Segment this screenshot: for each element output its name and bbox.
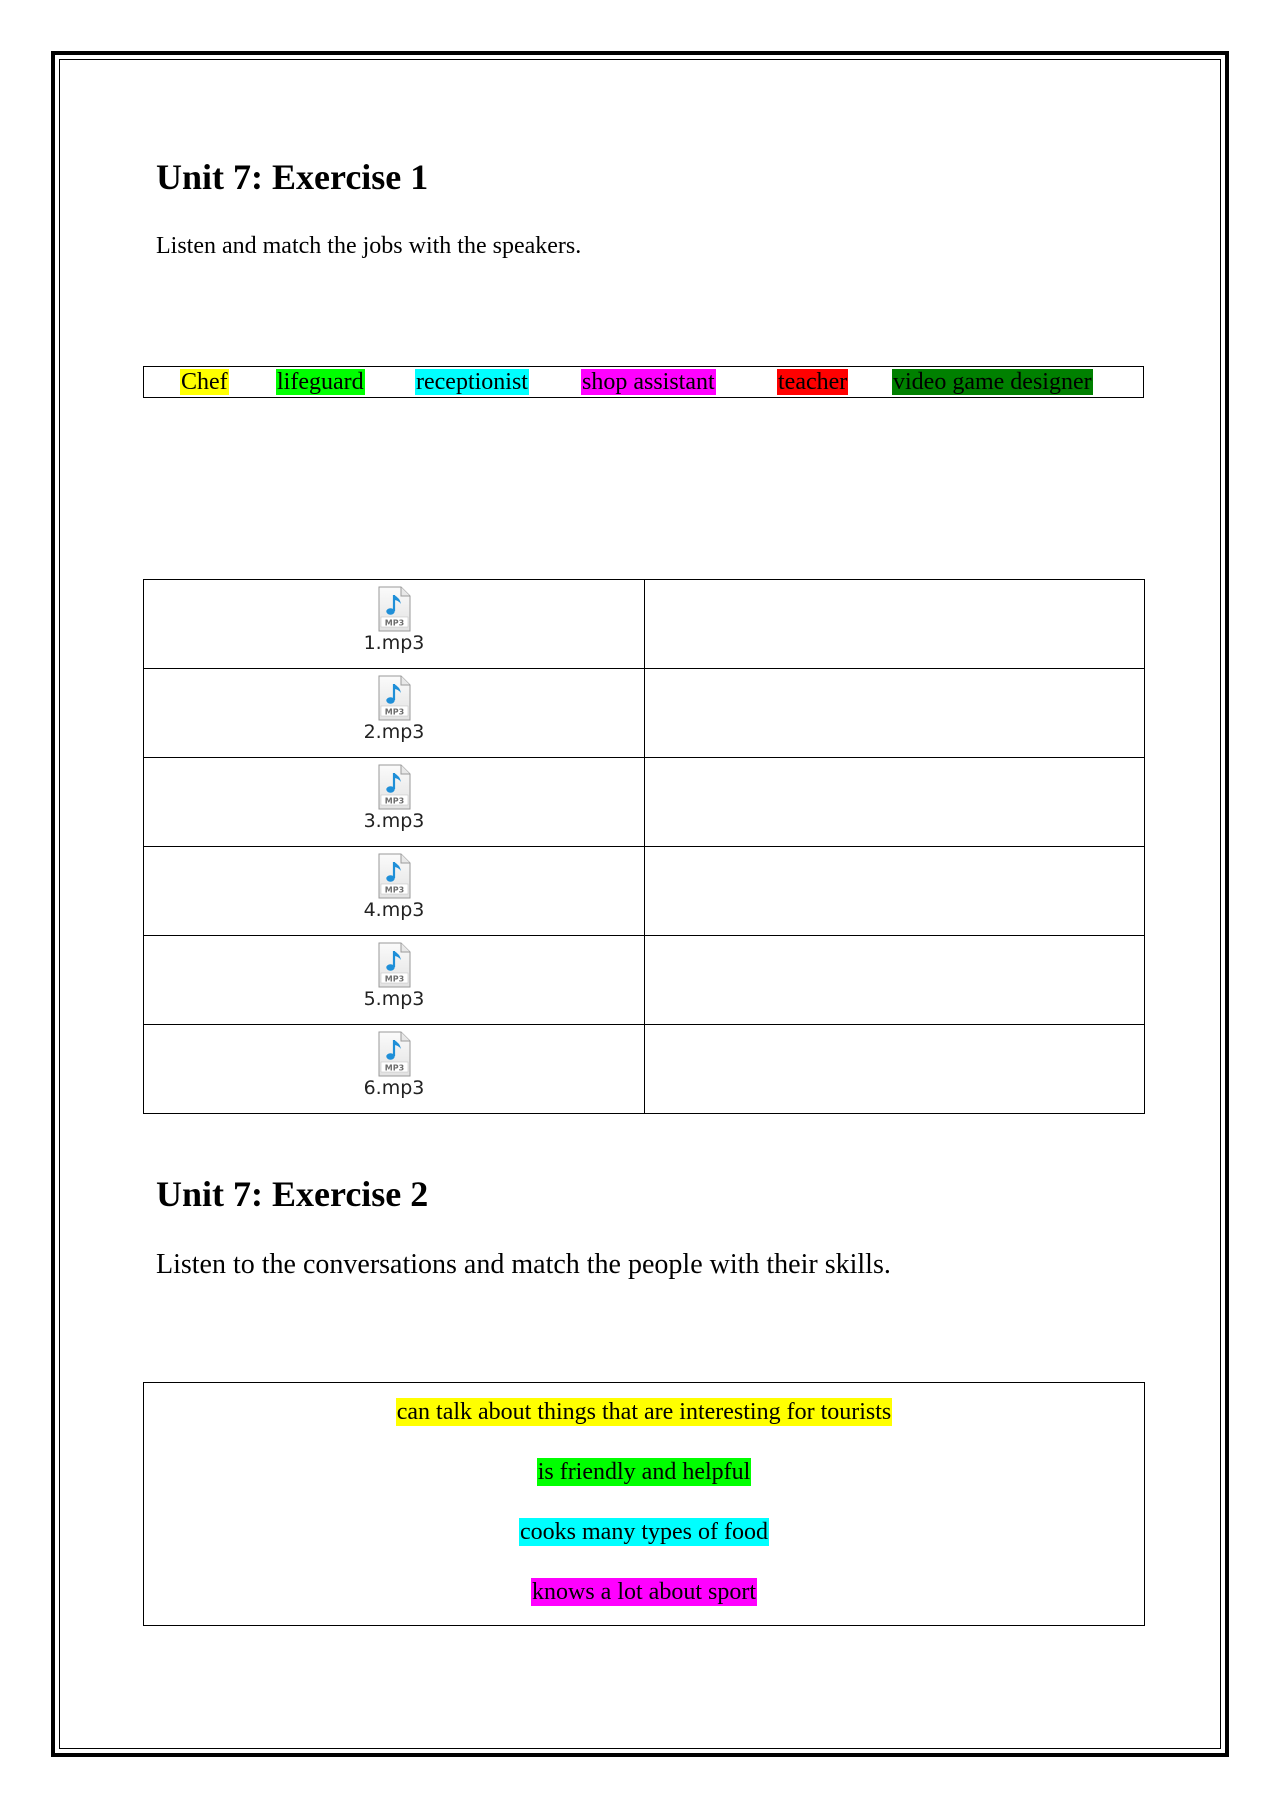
audio-cell	[144, 669, 645, 758]
mp3-icon-text: MP3	[384, 974, 405, 984]
answer-cell[interactable]	[645, 580, 1145, 669]
audio-file-name: 6.mp3	[363, 1077, 425, 1099]
audio-row	[144, 847, 1145, 936]
mp3-icon-text: MP3	[384, 1063, 405, 1073]
audio-matching-table	[143, 579, 1145, 1114]
audio-row	[144, 669, 1145, 758]
audio-attachment[interactable]	[344, 764, 444, 832]
audio-attachment[interactable]	[344, 675, 444, 743]
skill-item	[144, 1398, 1144, 1426]
mp3-icon-text: MP3	[384, 796, 405, 806]
job-word-lifeguard: lifeguard	[277, 369, 364, 395]
mp3-file-icon	[374, 853, 414, 899]
audio-attachment[interactable]	[344, 586, 444, 654]
audio-attachment[interactable]	[344, 853, 444, 921]
skill-item	[144, 1458, 1144, 1486]
job-word-shop-assistant: shop assistant	[582, 369, 715, 395]
job-word-teacher: teacher	[778, 369, 848, 395]
audio-row	[144, 936, 1145, 1025]
audio-attachment[interactable]	[344, 1031, 444, 1099]
skill-text: is friendly and helpful	[537, 1459, 751, 1485]
answer-cell[interactable]	[645, 758, 1145, 847]
skills-box	[143, 1382, 1145, 1626]
audio-file-name: 4.mp3	[363, 899, 425, 921]
audio-row	[144, 758, 1145, 847]
mp3-file-icon	[374, 586, 414, 632]
exercise-1-instruction: Listen and match the jobs with the speakers.	[156, 233, 582, 259]
job-word-chef: Chef	[181, 369, 228, 395]
answer-cell[interactable]	[645, 669, 1145, 758]
audio-file-name: 2.mp3	[363, 721, 425, 743]
exercise-2-title: Unit 7: Exercise 2	[156, 1174, 429, 1214]
audio-row	[144, 580, 1145, 669]
mp3-icon-text: MP3	[384, 618, 405, 628]
audio-row	[144, 1025, 1145, 1114]
job-word-video-game-designer: video game designer	[893, 369, 1092, 395]
audio-cell	[144, 1025, 645, 1114]
skill-item	[144, 1518, 1144, 1546]
mp3-icon-text: MP3	[384, 885, 405, 895]
mp3-file-icon	[374, 764, 414, 810]
audio-cell	[144, 758, 645, 847]
audio-cell	[144, 936, 645, 1025]
mp3-file-icon	[374, 942, 414, 988]
mp3-icon-text: MP3	[384, 707, 405, 717]
job-word-bank	[143, 366, 1144, 398]
skill-text: cooks many types of food	[520, 1519, 768, 1545]
audio-attachment[interactable]	[344, 942, 444, 1010]
audio-file-name: 5.mp3	[363, 988, 425, 1010]
job-word-receptionist: receptionist	[416, 369, 528, 395]
mp3-file-icon	[374, 675, 414, 721]
answer-cell[interactable]	[645, 847, 1145, 936]
skill-text: knows a lot about sport	[532, 1579, 756, 1605]
answer-cell[interactable]	[645, 936, 1145, 1025]
audio-cell	[144, 580, 645, 669]
exercise-1-title: Unit 7: Exercise 1	[156, 157, 429, 197]
skill-item	[144, 1578, 1144, 1606]
audio-file-name: 1.mp3	[363, 632, 425, 654]
audio-cell	[144, 847, 645, 936]
mp3-file-icon	[374, 1031, 414, 1077]
answer-cell[interactable]	[645, 1025, 1145, 1114]
audio-file-name: 3.mp3	[363, 810, 425, 832]
skill-text: can talk about things that are interesting for tourists	[396, 1399, 892, 1425]
exercise-2-instruction: Listen to the conversations and match the people with their skills.	[156, 1249, 891, 1280]
